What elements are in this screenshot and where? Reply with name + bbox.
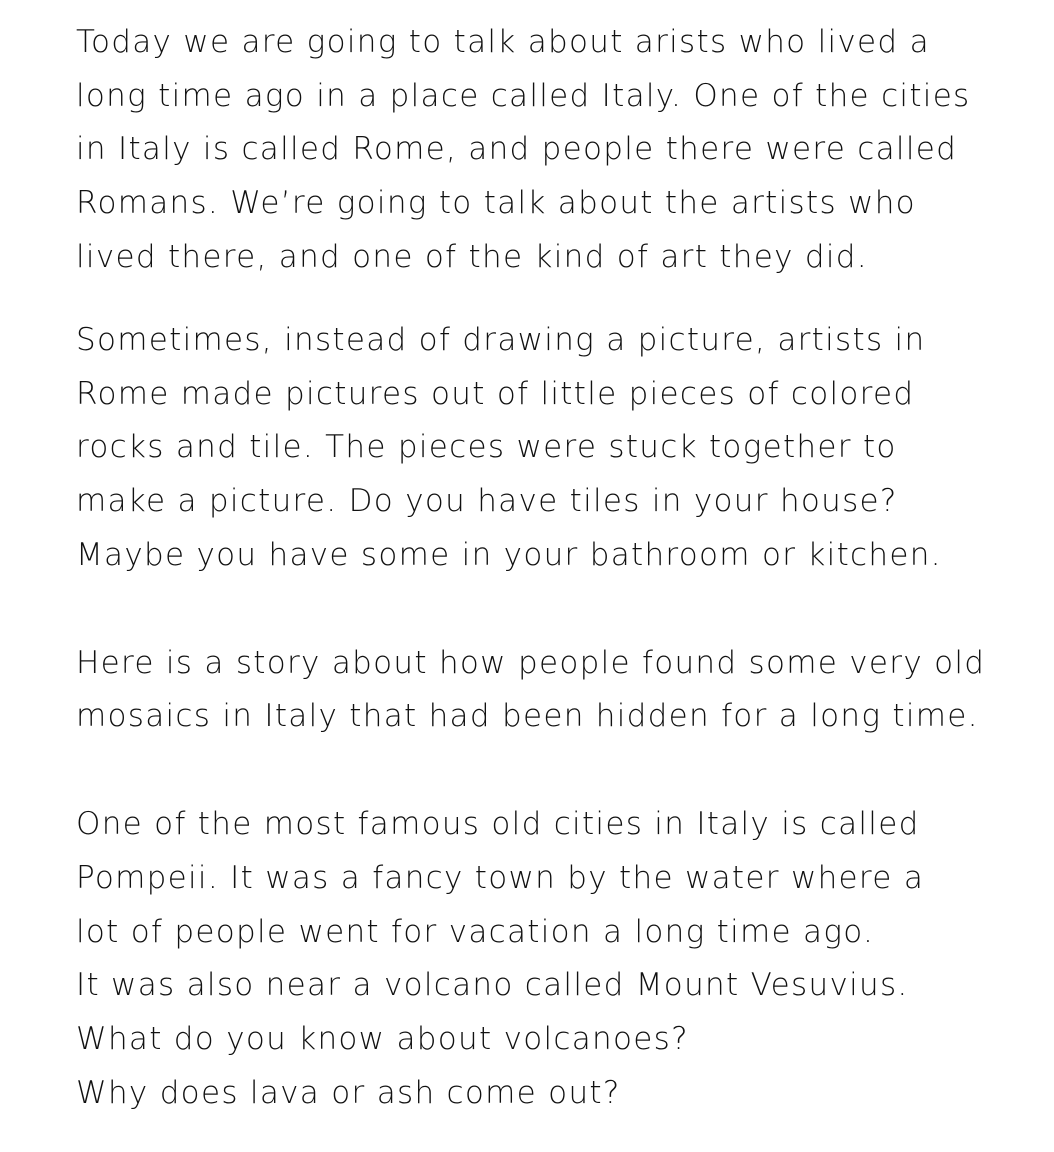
text-line: long time ago in a place called Italy. One of the cities [76, 78, 971, 114]
text-line: Rome made pictures out of little pieces of colored [76, 376, 915, 412]
text-line: Pompeii. It was a fancy town by the water where a [76, 860, 925, 896]
text-line: Romans. We’re going to talk about the artists who [76, 185, 916, 221]
text-line: mosaics in Italy that had been hidden for a long time. [76, 698, 979, 734]
text-line: It was also near a volcano called Mount Vesuvius. [76, 967, 909, 1003]
text-line: lot of people went for vacation a long time ago. [76, 914, 875, 950]
text-line: Maybe you have some in your bathroom or kitchen. [76, 537, 942, 573]
text-line: make a picture. Do you have tiles in your house? [76, 483, 898, 519]
text-line: rocks and tile. The pieces were stuck together to [76, 429, 897, 465]
text-line: Why does lava or ash come out? [76, 1075, 621, 1111]
text-line: What do you know about volcanoes? [76, 1021, 689, 1057]
text-line: Here is a story about how people found some very old [76, 645, 986, 681]
text-line: Today we are going to talk about arists who lived a [76, 24, 930, 60]
text-line: One of the most famous old cities in Italy is called [76, 806, 920, 842]
text-line: in Italy is called Rome, and people there were called [76, 131, 958, 167]
text-line: lived there, and one of the kind of art they did. [76, 239, 868, 275]
text-line: Sometimes, instead of drawing a picture, artists in [76, 322, 926, 358]
